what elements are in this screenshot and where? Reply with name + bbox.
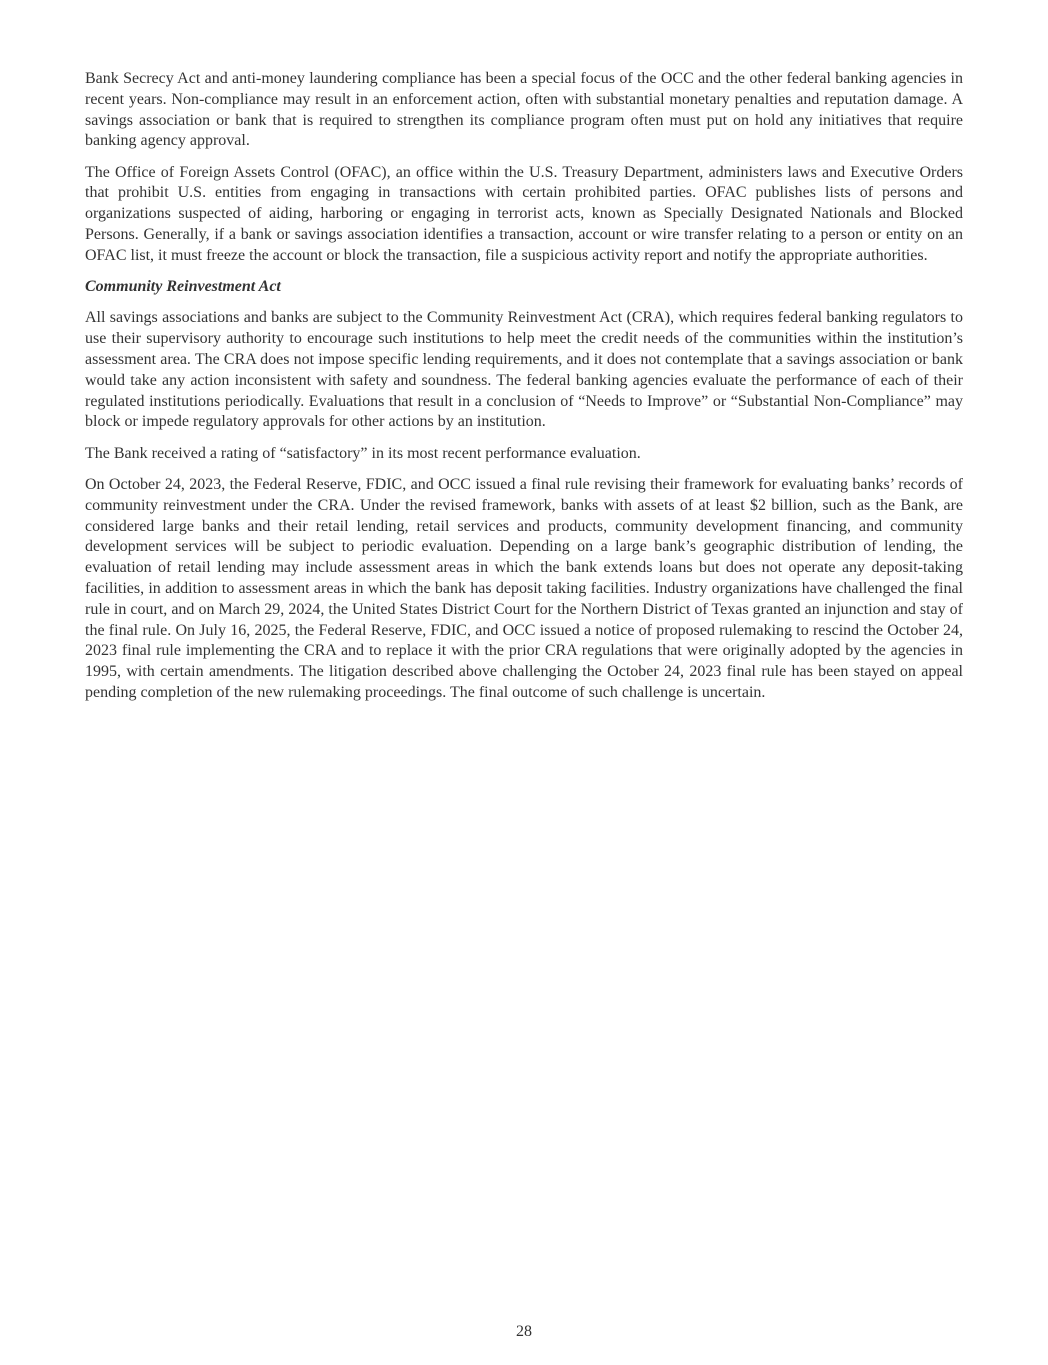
page-number: 28	[516, 1323, 532, 1340]
document-page	[85, 69, 963, 714]
section-heading-community-reinvestment-act: Community Reinvestment Act	[85, 278, 281, 296]
paragraph-cra-final-rule: On October 24, 2023, the Federal Reserve, FDIC, and OCC issued a final rule revising their framework for evaluating banks’ records of community reinvestment under the CRA. Under the revised framework, banks with assets of at least $2 billion, such as the Bank, are considered large banks and their retail lending, retail services and products, community development financing, and community development services will be subject to periodic evaluation. Depending on a large bank’s geographic distribution of lending, the evaluation of retail lending may include assessment areas in which the bank extends loans but does not operate any deposit-taking facilities, in addition to assessment areas in which the bank has deposit taking facilities. Industry organizations have challenged the final rule in court, and on March 29, 2024, the United States District Court for the Northern District of Texas granted an injunction and stay of the final rule. On July 16, 2025, the Federal Reserve, FDIC, and OCC issued a notice of proposed rulemaking to rescind the October 24, 2023 final rule implementing the CRA and to replace it with the prior CRA regulations that were originally adopted by the agencies in 1995, with certain amendments. The litigation described above challenging the October 24, 2023 final rule has been stayed on appeal pending completion of the new rulemaking proceedings. The final outcome of such challenge is uncertain.	[85, 476, 963, 702]
paragraph-bsa-aml-compliance: Bank Secrecy Act and anti-money laundering compliance has been a special focus of the OCC and the other federal banking agencies in recent years. Non-compliance may result in an enforcement action, often with substantial monetary penalties and reputation damage. A savings association or bank that is required to strengthen its compliance program often must put on hold any initiatives that require banking agency approval.	[85, 70, 963, 150]
paragraph-ofac: The Office of Foreign Assets Control (OFAC), an office within the U.S. Treasury Department, administers laws and Executive Orders that prohibit U.S. entities from engaging in transactions with certain prohibited parties. OFAC publishes lists of persons and organizations suspected of aiding, harboring or engaging in terrorist acts, known as Specially Designated Nationals and Blocked Persons. Generally, if a bank or savings association identifies a transaction, account or wire transfer relating to a person or entity on an OFAC list, it must freeze the account or block the transaction, file a suspicious activity report and notify the appropriate authorities.	[85, 163, 963, 264]
paragraph-bank-rating: The Bank received a rating of “satisfactory” in its most recent performance evaluation.	[85, 444, 641, 462]
paragraph-cra-overview: All savings associations and banks are subject to the Community Reinvestment Act (CRA), which requires federal banking regulators to use their supervisory authority to encourage such institutions to help meet the credit needs of the communities within the institution’s assessment area. The CRA does not impose specific lending requirements, and it does not contemplate that a savings association or bank would take any action inconsistent with safety and soundness. The federal banking agencies evaluate the performance of each of their regulated institutions periodically. Evaluations that result in a conclusion of “Needs to Improve” or “Substantial Non-Compliance” may block or impede regulatory approvals for other actions by an institution.	[85, 309, 963, 431]
